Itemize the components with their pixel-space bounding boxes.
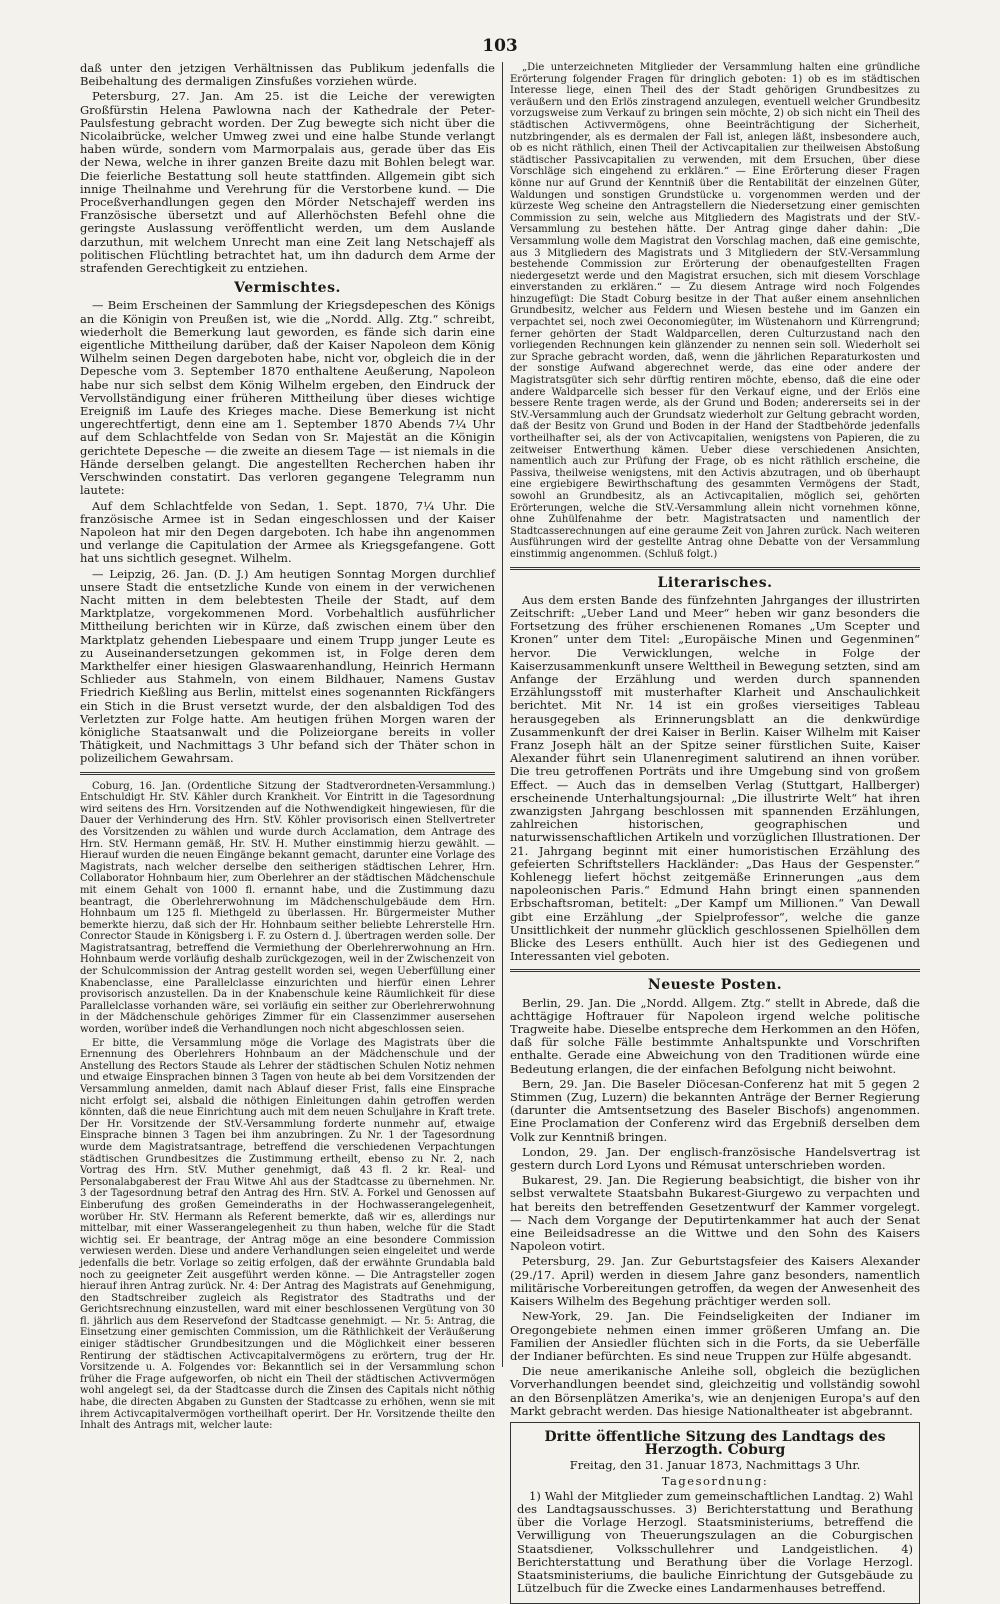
landtag-notice	[510, 1422, 920, 1604]
coburg-report: Coburg, 16. Jan. (Ordentliche Sitzung der Stadtverordneten-Versammlung.) Entschuldigt Hr. StV. Kähler durch Krankheit. Vor Eintritt in die Tagesordnung wird seitens des Hrn. Vorsitzenden auf die Nothwendigkeit hingewiesen, für die Dauer der Verhinderung des Hrn. StV. Köhler provisorisch einen Stellvertreter des Vorsitzenden zu wählen und wurde durch Acclamation, dem Antrage des Hrn. StV. Hermann gemäß, Hr. StV. H. Muther einstimmig hierzu gewählt. — Hierauf wurden die neuen Eingänge bekannt gemacht, darunter eine Vorlage des Magistrats, nach welcher derselbe den seitherigen städtischen Lehrer, Hrn. Collaborator Hohnbaum hier, zum Oberlehrer an der städtischen Mädchenschule mit einem Gehalt von 1000 fl. ernannt habe, und die Zustimmung dazu beantragt, die Oberlehrerwohnung im Mädchenschulgebäude dem Hrn. Hohnbaum um 125 fl. Miethgeld zu überlassen. Hr. Bürgermeister Muther bemerkte hierzu, daß sich der Hr. Hohnbaum seither beliebte Lehrerstelle Hrn. Conrector Staude in Königsberg i. F. zu Ostern d. J. übertragen werden solle. Der Magistratsantrag, betreffend die Vermiethung der Oberlehrerwohnung an Hrn. Hohnbaum werde vorläufig deshalb zurückgezogen, weil in der Zwischenzeit von der Schulcommission der Antrag gestellt worden sei, wegen Ueberfüllung einer Knabenclasse, eine Parallelclasse einzurichten und hierfür einen Lehrer provisorisch anzustellen. Da in der Knabenschule keine Räumlichkeit für diese Parallelclasse vorhanden wäre, sei vorläufig ein seither zur Oberlehrerwohnung in der Mädchenschule gehöriges Zimmer für ein Classenzimmer ausersehen worden, worüber indeß die Verhandlungen noch nicht abgeschlossen seien.	[80, 780, 495, 1036]
right-column	[510, 62, 920, 1596]
vermischtes-article: — Beim Erscheinen der Sammlung der Kriegsdepeschen des Königs an die Königin von Preußen ist, wie die „Nordd. Allg. Ztg.“ schreibt, wiederholt die Bemerkung laut geworden, es fände sich darin eine eigentliche Mittheilung darüber, daß der Kaiser Napoleon dem König Wilhelm seinen Degen dargeboten habe, nicht vor, obgleich die in der Depesche vom 3. September 1870 enthaltene Aeußerung, Napoleon habe nur sich selbst dem König Wilhelm ergeben, den Eindruck der Vervollständigung einer früheren Mittheilung über dieses wichtige Ereigniß im Laufe des Krieges mache. Diese Bemerkung ist nicht ungerechtfertigt, denn eine am 1. September 1870 Abends 7¼ Uhr auf dem Schlachtfelde von Sedan von Sr. Majestät an die Königin gerichtete Depesche — die zweite an diesem Tage — ist niemals in die Hände derselben gelangt. Die angestellten Recherchen haben ihr Verschwinden constatirt. Das verloren gegangene Telegramm nun lautete:	[80, 298, 495, 498]
leipzig-article: — Leipzig, 26. Jan. (D. J.) Am heutigen Sonntag Morgen durchlief unsere Stadt die entsetzliche Kunde von einem in der verwichenen Nacht mitten in dem belebtesten Theile der Stadt, auf dem Marktplatze, vorgekommenen Mord. Vorbehaltlich ausführlicher Mittheilung berichten wir in Kürze, daß zwischen einem über den Marktplatz gehenden Liebespaare und einem Trupp junger Leute es zu Auseinandersetzungen gekommen ist, in Folge deren dem Markthelfer einer hiesigen Glaswaarenhandlung, Heinrich Hermann Schlieder aus Stahmeln, von einem Bildhauer, Namens Gustav Friedrich Kießling aus Berlin, mittelst eines sogenannten Rickfängers ein Stich in die Brust versetzt wurde, der den alsbaldigen Tod des Verletzten zur Folge hatte. Am heutigen frühen Morgen waren der königliche Staatsanwalt und die Polizeiorgane bereits in voller Thätigkeit, und Nachmittags 3 Uhr befand sich der Thäter schon in polizeilichem Gewahrsam.	[80, 566, 495, 766]
news-newyork: New-York, 29. Jan. Die Feindseligkeiten der Indianer im Oregongebiete nehmen einen immer größeren Umfang an. Die Familien der Ansiedler flüchten sich in die Forts, da sie Ueberfälle der Indianer befürchten. Es sind neue Truppen zur Hülfe abgesandt.	[510, 1309, 920, 1363]
literarisches-article: Aus dem ersten Bande des fünfzehnten Jahrganges der illustrirten Zeitschrift: „Ueber Land und Meer“ heben wir ganz besonders die Fortsetzung des früher erschienenen Romanes „Um Scepter und Kronen“ unter dem Titel: „Europäische Minen und Gegenminen“ hervor. Die Verwicklungen, welche in Folge der Kaiserzusammenkunft unsere Welttheil in Bewegung setzten, sind am Anfange der Erzählung und werden durch spannenden Erzählungsstoff mit musterhafter Klarheit und Anschaulichkeit berichtet. Mit Nr. 14 ist ein großes vierseitiges Tableau herausgegeben als Erinnerungsblatt an die denkwürdige Zusammenkunft der drei Kaiser in Berlin. Kaiser Wilhelm mit Kaiser Franz Joseph hält an der Spitze seiner fürstlichen Suite, Kaiser Alexander führt sein Ulanenregiment salutirend an ihnen vorüber. Die treu getroffenen Porträts und ihre Umgebung sind von großem Effect. — Auch das in demselben Verlag (Stuttgart, Hallberger) erscheinende Unterhaltungsjournal: „Die illustrirte Welt“ hat ihren zwanzigsten Jahrgang beschlossen mit spannenden Erzählungen, zahlreichen historischen, geographischen und naturwissenschaftlichen Artikeln und vorzüglichen Illustrationen. Der 21. Jahrgang beginnt mit einer humoristischen Erzählung des gefeierten Schriftstellers Hackländer: „Das Haus der Gespenster.“ Kohlenegg liefert höchst zeitgemäße Erinnerungen „aus dem napoleonischen Paris.“ Edmund Hahn bringt einen spannenden Erbschaftsroman, betitelt: „Der Kampf um Millionen.“ Van Dewall gibt eine Erzählung „der Spielprofessor“, welche die ganze Unsittlichkeit der nunmehr glücklich geschlossenen Spielhöllen dem Blicke des Lesers enthüllt. Auch hier ist des Gediegenen und Interessanten viel geboten.	[510, 592, 920, 964]
column-rule	[502, 62, 503, 1367]
landtag-agenda: 1) Wahl der Mitglieder zum gemeinschaftlichen Landtag. 2) Wahl des Landtagsausschusses. 3) Berichterstattung und Berathung über die Vorlage Herzogl. Staatsministeriums, betreffend die Verwilligung von Theuerungszulagen an die Coburgischen Staatsdiener, Volksschullehrer und Landgeistlichen. 4) Berichterstattung und Berathung über die Vorlage Herzogl. Staatsministeriums, die bauliche Einrichtung der Gutsgebäude zu Lützelbuch für die Zwecke eines Landarmenhauses betreffend.	[517, 1488, 913, 1596]
news-bukarest: Bukarest, 29. Jan. Die Regierung beabsichtigt, die bisher von ihr selbst verwaltete Staatsbahn Bukarest-Giurgewo zu verpachten und hat bereits den betreffenden Gesetzentwurf der Kammer vorgelegt. — Nach dem Vorgange der Deputirtenkammer hat auch der Senat eine Beileidsadresse an die Wittwe und den Sohn des Kaisers Napoleon votirt.	[510, 1173, 920, 1254]
section-divider	[510, 969, 920, 972]
news-bern: Bern, 29. Jan. Die Baseler Diöcesan-Conferenz hat mit 5 gegen 2 Stimmen (Zug, Luzern) die bekannten Anträge der Berner Regierung (darunter die Amtsentsetzung des Baseler Bischofs) angenommen. Eine Proclamation der Conferenz wird das Ergebniß derselben dem Volk zur Kenntniß bringen.	[510, 1076, 920, 1144]
coburg-quote: „Die unterzeichneten Mitglieder der Versammlung halten eine gründliche Erörterung folgender Fragen für dringlich geboten: 1) ob es im städtischen Interesse liege, einen Theil des der Stadt gehörigen Grundbesitzes zu veräußern und den Erlös zinstragend anzulegen, eventuell welcher Grundbesitz vorzugsweise zum Verkauf zu bringen sein möchte, 2) ob sich nicht ein Theil des städtischen Activvermögens, ohne Beeinträchtigung der Sicherheit, nutzbringender, als es dermalen der Fall ist, anlegen läßt, insbesondere auch, ob es nicht räthlich, einen Theil der Activcapitalien zur theilweisen Abstoßung städtischer Passivcapitalien zu verwenden, mit dem Ersuchen, über diese Vorschläge sich eingehend zu erklären.“ — Eine Erörterung dieser Fragen könne nur auf Grund der Kenntniß über die Rentabilität der einzelnen Güter, Waldungen und sonstigen Grundstücke u. vorgenommen werden und der kürzeste Weg scheine den Antragstellern die Niedersetzung einer gemischten Commission zu sein, welche aus Mitgliedern des Magistrats und der StV.-Versammlung zu bestehen hätte. Der Antrag ginge daher dahin: „Die Versammlung wolle dem Magistrat den Vorschlag machen, daß eine gemischte, aus 3 Mitgliedern des Magistrats und 3 Mitgliedern der StV.-Versammlung bestehende Commission zur Erörterung der obenaufgestellten Fragen niedergesetzt werde und den Magistrat ersuchen, sich mit diesem Vorschlage einverstanden zu erklären.“ — Zu diesem Antrage wird noch Folgendes hinzugefügt: Die Stadt Coburg besitze in der That außer einem ansehnlichen Grundbesitz, welcher aus Feldern und Wiesen bestehe und im Ganzen ein verpachtet sei, noch zwei Oeconomiegüter, im Wüstenahorn und Kürrengrund; ferner gehörten der Stadt Waldparcellen, deren Culturzustand nach den vorliegenden Rechnungen kein glänzender zu nennen sein soll. Wiederholt sei zur Sprache gebracht worden, daß, wenn die jährlichen Reparaturkosten und der sonstige Aufwand abgerechnet werde, das eine oder andere der Magistratsgüter sich sehr dürftig rentiren möchte, ebenso, daß die eine oder andere Waldparcelle sich besser für den Verkauf eigne, und der Erlös eine bessere Rente tragen werde, als der Grund und Boden; andererseits sei in der StV.-Versammlung auch der Grundsatz wiederholt zur Geltung gebracht worden, daß der Besitz von Grund und Boden in der Hand der Stadtbehörde jedenfalls vortheilhafter sei, als der von Activcapitalien, wenigstens von Papieren, die zu zeitweiser Entwerthung kämen. Ueber diese verschiedenen Ansichten, namentlich auch zur Prüfung der Frage, ob es nicht räthlich erscheine, die Passiva, theilweise wenigstens, mit den Activis abzutragen, und ob überhaupt eine ergiebigere Bewirthschaftung des gesammten Vermögens der Stadt, sowohl an Grundbesitz, als an Activcapitalien, möglich sei, gehörten Erörterungen, welche die StV.-Versammlung allein nicht vornehmen könne, ohne Zuhülfenahme der betr. Magistratsacten und namentlich der Stadtcasserechnungen auf eine geraume Zeit von Jahren zurück. Nach weiteren Ausführungen wird der gestellte Antrag ohne Debatte von der Versammlung einstimmig angenommen. (Schluß folgt.)	[510, 62, 920, 560]
opening-paragraph: daß unter den jetzigen Verhältnissen das Publikum jedenfalls die Beibehaltung des dermaligen Zinsfußes vorziehen würde.	[80, 61, 495, 89]
section-divider	[510, 567, 920, 570]
posten-heading: Neueste Posten.	[647, 977, 783, 994]
vermischtes-heading: Vermischtes.	[234, 280, 341, 297]
page-number: 103	[482, 36, 518, 56]
landtag-heading: Dritte öffentliche Sitzung des Landtags des Herzogth. Coburg	[544, 1428, 886, 1459]
section-divider	[80, 772, 495, 775]
columns	[80, 61, 920, 1596]
landtag-date: Freitag, den 31. Januar 1873, Nachmittags 3 Uhr.	[569, 1458, 861, 1473]
landtag-agenda-title: Tagesordnung:	[661, 1473, 769, 1488]
news-petersburg: Petersburg, 29. Jan. Zur Geburtstagsfeier des Kaisers Alexander (29./17. April) werden in diesem Jahre ganz besonders, namentlich militärische Vorbereitungen getroffen, da wegen der Anwesenheit des Kaisers Wilhelm des Begehung prächtiger werden soll.	[510, 1254, 920, 1309]
left-column	[80, 61, 495, 1432]
telegram-text: Auf dem Schlachtfelde von Sedan, 1. Sept. 1870, 7¼ Uhr. Die französische Armee ist in Sedan eingeschlossen und der Kaiser Napoleon hat mir den Degen dargeboten. Ich habe ihn angenommen und verlange die Capitulation der Armee als Kriegsgefangene. Gott hat uns sichtlich gesegnet. Wilhelm.	[80, 498, 495, 566]
news-berlin: Berlin, 29. Jan. Die „Nordd. Allgem. Ztg.“ stellt in Abrede, daß die achttägige Hoftrauer für Napoleon irgend welche politische Tragweite habe. Dieselbe entspreche dem Herkommen an den Höfen, daß für solche Fälle bestimmte Anhaltspunkte und Vorschriften enthalte. Gerade eine Abweichung von den Traditionen würde eine Bedeutung erlangen, die der einfachen Befolgung nicht beiwohnt.	[510, 995, 920, 1076]
literarisches-heading: Literarisches.	[657, 574, 773, 591]
coburg-report-continued: Er bitte, die Versammlung möge die Vorlage des Magistrats über die Ernennung des Oberlehrers Hohnbaum an der Mädchenschule und der Anstellung des Rectors Staude als Lehrer der städtischen Schulen Notiz nehmen und etwaige Einsprachen binnen 3 Tagen von heute ab bei dem Vorsitzenden der Versammlung anmelden, damit nach Ablauf dieser Frist, falls eine Einsprache nicht erfolgt sei, alsbald die nöthigen Einleitungen dahin getroffen werden könnten, daß die neue Einrichtung auch mit dem neuen Schuljahre in Kraft trete. Der Hr. Vorsitzende der StV.-Versammlung forderte nunmehr auf, etwaige Einsprache binnen 3 Tagen bei ihm anzubringen. Zu Nr. 1 der Tagesordnung wurde dem Magistratsantrage, betreffend die verschiedenen Verpachtungen städtischen Grundbesitzes die Zustimmung ertheilt, ebenso zu Nr. 2, nach Vortrag des Hrn. StV. Muther genehmigt, daß 43 fl. 2 kr. Real- und Personalabgaberest der Frau Witwe Ahl aus der Stadtcasse zu übernehmen. Nr. 3 der Tagesordnung betraf den Antrag des Hrn. StV. A. Forkel und Genossen auf Einberufung des großen Gemeinderaths in der Hochwasserangelegenheit, worüber Hr. StV. Hermann als Referent bemerkte, daß wir es, allerdings nur mittelbar, mit einer Wasserangelegenheit zu thun haben, welche für die Stadt wichtig sei. Er beantrage, der Antrag möge an eine besondere Commission verwiesen werden. Diese und andere Verhandlungen seien eingeleitet und werde jedenfalls die betr. Vorlage so zeitig erfolgen, daß der erwähnte Grundabla bald noch zu geeigneter Zeit ausgeführt werden könne. — Die Antragsteller zogen hierauf ihren Antrag zurück. Nr. 4: Der Antrag des Magistrats auf Genehmigung, den Stadtschreiber zugleich als Registrator des Stadtraths und der Gerichtsrechnung einzustellen, ward mit einer beschlossenen Vergütung von 30 fl. jährlich aus dem Reservefond der Stadtcasse genehmigt. — Nr. 5: Antrag, die Einsetzung einer gemischten Commission, um die Räthlichkeit der Veräußerung einiger städtischer Grundbesitzungen und die Möglichkeit einer besseren Rentirung der städtischen Activcapitalvermögens zu erörtern, trug der Hr. Vorsitzende u. A. Folgendes vor: Bekanntlich sei in der Versammlung schon früher die Frage aufgeworfen, ob nicht ein Theil der städtischen Activvermögen wohl angelegt sei, da der Stadtcasse durch die Zinsen des Capitals nicht nöthig habe, die directen Abgaben zu Gunsten der Stadtcasse zu erhöhen, wenn sie mit ihrem Activcapitalvermögen vortheilhaft operirt. Der Hr. Vorsitzende theilte den Inhalt des Antrags mit, welcher laute:	[80, 1037, 495, 1432]
news-newyork-2: Die neue amerikanische Anleihe soll, obgleich die bezüglichen Vorverhandlungen beendet sind, gleichzeitig und vollständig sowohl an den Börsenplätzen Amerika's, wie an denjenigen Europa's auf den Markt gebracht werden. Das hiesige Nationaltheater ist abgebrannt.	[510, 1364, 920, 1418]
news-london: London, 29. Jan. Der englisch-französische Handelsvertrag ist gestern durch Lord Lyons und Rémusat unterschrieben worden.	[510, 1144, 920, 1173]
petersburg-article: Petersburg, 27. Jan. Am 25. ist die Leiche der verewigten Großfürstin Helena Pawlowna nach der Kathedrale der Peter-Paulsfestung gebracht worden. Der Zug bewegte sich nicht über die Nicolaibrücke, welcher Umweg zwei und eine halbe Stunde verlangt haben würde, sondern vom Marmorpalais aus, gerade über das Eis der Newa, welche in ihrer ganzen Breite dazu mit Bohlen belegt war. Die feierliche Bestattung soll heute stattfinden. Allgemein gibt sich innige Theilnahme und Verehrung für die Verstorbene kund. — Die Proceßverhandlungen gegen den Mörder Netschajeff werden ins Französische übersetzt und auf Allerhöchsten Befehl ohne die geringste Auslassung veröffentlicht werden, um dem Auslande darzuthun, mit welchem Unrecht man eine Zeit lang Netschajeff als politischen Flüchtling betrachtet hat, um ihn dadurch dem Arme der strafenden Gerechtigkeit zu entziehen.	[80, 89, 495, 276]
